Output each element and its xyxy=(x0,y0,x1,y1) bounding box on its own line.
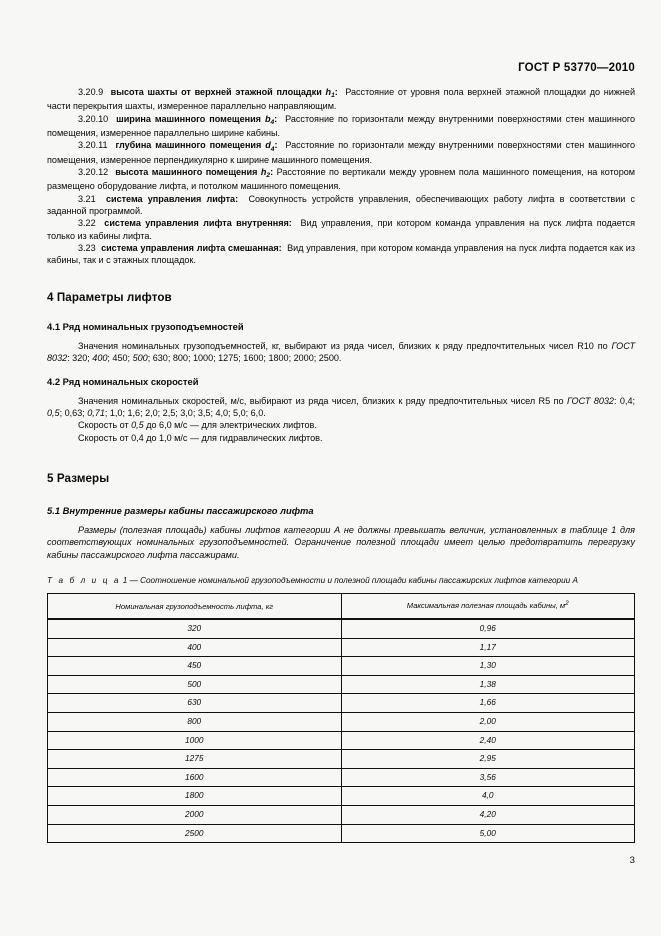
term-symbol: h xyxy=(325,87,332,97)
term-colon: : xyxy=(274,140,278,151)
spacer xyxy=(47,561,635,575)
column-header-area-label: Максимальная полезная площадь кабины, м xyxy=(406,601,566,611)
table-row xyxy=(48,806,635,825)
table-row xyxy=(48,787,635,806)
cell-area: 0,96 xyxy=(341,619,635,638)
standard-reference-gost-8032: ГОСТ 8032 xyxy=(47,340,635,364)
speed-text-prefix: Скорость от xyxy=(78,420,132,431)
term-number: 3.20.10 xyxy=(78,113,109,124)
page-content xyxy=(47,86,635,843)
values-mid: ; 0,63; xyxy=(59,407,88,418)
values-mid: ; 450; xyxy=(107,353,133,364)
cell-capacity: 320 xyxy=(48,619,342,638)
spacer xyxy=(47,444,635,472)
cell-area: 1,17 xyxy=(341,638,635,657)
capacity-value-500: 500 xyxy=(132,353,148,364)
cell-area: 3,56 xyxy=(341,768,635,787)
cell-capacity: 2000 xyxy=(48,806,342,825)
term-number: 3.20.11 xyxy=(78,140,108,151)
term-definition: Расстояние по горизонтали между внутренними поверхностями стен машинного помещения, измеренное параллельно ширине кабины. xyxy=(47,113,636,139)
standard-reference-gost-8032: ГОСТ 8032 xyxy=(566,395,614,406)
spacer xyxy=(47,304,635,321)
term-definition: Вид управления, при котором команда управления на пуск лифта подается только из кабины лифта. xyxy=(47,218,635,241)
cell-area: 1,38 xyxy=(341,675,635,694)
term-number: 3.22 xyxy=(78,218,96,229)
term-label: система управления лифта: xyxy=(105,193,239,204)
table-caption xyxy=(47,575,635,586)
table-caption-number: 1 — xyxy=(120,576,141,586)
values-tail: ; 1,0; 1,6; 2,0; 2,5; 3,0; 3,5; 4,0; 5,0; 6,0. xyxy=(104,407,266,418)
paragraph-4-2 xyxy=(47,395,635,420)
paragraph-4-1 xyxy=(47,340,635,365)
table-body xyxy=(48,619,635,843)
speed-value-0-71: 0,71 xyxy=(87,407,105,418)
term-symbol-subscript: 4 xyxy=(270,118,275,126)
standard-header: ГОСТ Р 53770—2010 xyxy=(518,62,635,74)
term-entry-3-20-9 xyxy=(47,86,635,113)
subsection-heading-4-1: 4.1 Ряд номинальных грузоподъемностей xyxy=(47,320,244,332)
cell-area: 2,40 xyxy=(341,731,635,750)
term-entry-3-23 xyxy=(47,242,635,267)
table-caption-text: Соотношение номинальной грузоподъемности и полезной площади кабины пассажирских лифтов категории А xyxy=(140,576,578,586)
spacer xyxy=(47,267,635,291)
table-row xyxy=(48,619,635,638)
term-definition: Вид управления, при котором команда управления на пуск лифта подается как из кабины, так и с этажных площадок. xyxy=(47,243,635,266)
table-capacity-area xyxy=(47,593,635,843)
paragraph-4-2-text: Значения номинальных скоростей, м/с, выбирают из ряда чисел, близких к ряду предпочтительных чисел R5 по xyxy=(78,395,567,406)
cell-area: 1,30 xyxy=(341,657,635,676)
cell-capacity: 630 xyxy=(48,694,342,713)
term-definition: Расстояние по вертикали между уровнем пола машинного помещения, на котором размещено оборудование лифта, и потолком машинного помещения. xyxy=(47,167,636,192)
speed-lower-bound: 0,5 xyxy=(131,420,144,431)
term-label: глубина машинного помещения xyxy=(115,140,262,151)
cell-area: 4,0 xyxy=(341,787,635,806)
table-header-row xyxy=(48,594,635,620)
term-symbol-subscript: 1 xyxy=(331,92,335,100)
section-heading-5: 5 Размеры xyxy=(47,471,110,485)
term-symbol-subscript: 4 xyxy=(270,145,275,153)
subsection-heading-5-1: 5.1 Внутренние размеры кабины пассажирского лифта xyxy=(47,504,314,516)
speed-value-0-5: 0,5 xyxy=(47,407,60,418)
spacer xyxy=(47,365,635,376)
cell-capacity: 500 xyxy=(48,675,342,694)
cell-area: 4,20 xyxy=(341,806,635,825)
cell-capacity: 1275 xyxy=(48,750,342,769)
spacer xyxy=(47,516,635,524)
term-number: 3.20.12 xyxy=(78,167,109,178)
term-entry-3-20-11 xyxy=(47,139,635,166)
cell-area: 2,00 xyxy=(341,713,635,732)
cell-capacity: 2500 xyxy=(48,824,342,843)
table-row xyxy=(48,768,635,787)
term-symbol: b xyxy=(264,113,271,124)
spacer xyxy=(47,387,635,395)
paragraph-speed-hydraulic: Скорость от 0,4 до 1,0 м/с — для гидравлических лифтов. xyxy=(78,432,323,443)
cell-capacity: 450 xyxy=(48,657,342,676)
table-row xyxy=(48,750,635,769)
table-row xyxy=(48,694,635,713)
section-heading-4: 4 Параметры лифтов xyxy=(47,290,172,304)
cell-capacity: 400 xyxy=(48,638,342,657)
table-row xyxy=(48,731,635,750)
spacer xyxy=(47,485,635,505)
term-colon: : xyxy=(270,167,274,178)
term-label: система управления лифта смешанная: xyxy=(101,243,282,254)
term-label: система управления лифта внутренняя: xyxy=(104,218,292,229)
subsection-heading-4-2: 4.2 Ряд номинальных скоростей xyxy=(47,375,199,387)
capacity-value-400: 400 xyxy=(92,353,108,364)
table-row xyxy=(48,638,635,657)
values-tail: ; 630; 800; 1000; 1275; 1600; 1800; 2000; 2500. xyxy=(147,353,342,364)
term-colon: : xyxy=(334,87,338,97)
table-row xyxy=(48,657,635,676)
cell-area: 5,00 xyxy=(341,824,635,843)
term-label: высота машинного помещения xyxy=(115,167,258,178)
term-definition: Совокупность устройств управления, обеспечивающих работу лифта в соответствии с заданной программой. xyxy=(47,193,636,217)
page-number: 3 xyxy=(629,855,635,866)
term-definition: Расстояние по горизонтали между внутренними поверхностями стен машинного помещения, измеренное перпендикулярно к ширине машинного помещения. xyxy=(47,140,636,165)
term-symbol: h xyxy=(260,167,267,178)
cell-capacity: 1000 xyxy=(48,731,342,750)
spacer xyxy=(47,332,635,340)
term-colon: : xyxy=(274,113,278,124)
term-symbol: d xyxy=(265,140,271,151)
term-entry-3-20-10 xyxy=(47,113,635,140)
table-caption-label: Т а б л и ц а xyxy=(47,576,121,586)
cell-capacity: 800 xyxy=(48,713,342,732)
paragraph-speed-electric xyxy=(47,419,635,431)
table-row xyxy=(48,675,635,694)
speed-text-suffix: до 6,0 м/с — для электрических лифтов. xyxy=(143,420,317,431)
term-definition: Расстояние от уровня пола верхней этажной площадки до нижней части перекрытия шахты, измеренное параллельно направляющим. xyxy=(47,87,636,112)
cell-capacity: 1600 xyxy=(48,768,342,787)
column-header-area xyxy=(341,594,635,620)
term-number: 3.23 xyxy=(78,243,96,254)
table-row xyxy=(48,824,635,843)
cell-area: 2,95 xyxy=(341,750,635,769)
paragraph-5-1: Размеры (полезная площадь) кабины лифтов категории А не должны превышать величин, установленных в таблице 1 для соответствующих номинальных грузоподъемностей. Ограничение полезной площади имеет целью предотвратить перегрузку кабины пассажирского лифта пассажирами. xyxy=(47,524,635,560)
column-header-capacity: Номинальная грузоподъемность лифта, кг xyxy=(48,594,342,620)
term-entry-3-22 xyxy=(47,217,635,242)
term-symbol-subscript: 2 xyxy=(266,172,271,180)
paragraph-4-1-text: Значения номинальных грузоподъемностей, кг, выбирают из ряда чисел, близких к ряду предпочтительных чисел R10 по xyxy=(78,340,612,351)
values-prefix: : 0,4; xyxy=(613,395,636,406)
values-prefix: : 320; xyxy=(67,353,93,364)
term-label: высота шахты от верхней этажной площадки xyxy=(110,87,322,97)
table-head xyxy=(48,594,635,620)
term-entry-3-20-12 xyxy=(47,166,635,193)
cell-area: 1,66 xyxy=(341,694,635,713)
term-number: 3.21 xyxy=(78,193,96,204)
term-number: 3.20.9 xyxy=(78,87,104,97)
term-entry-3-21 xyxy=(47,193,635,218)
table-row xyxy=(48,713,635,732)
column-header-area-superscript: 2 xyxy=(565,599,569,607)
cell-capacity: 1800 xyxy=(48,787,342,806)
term-label: ширина машинного помещения xyxy=(116,113,261,124)
